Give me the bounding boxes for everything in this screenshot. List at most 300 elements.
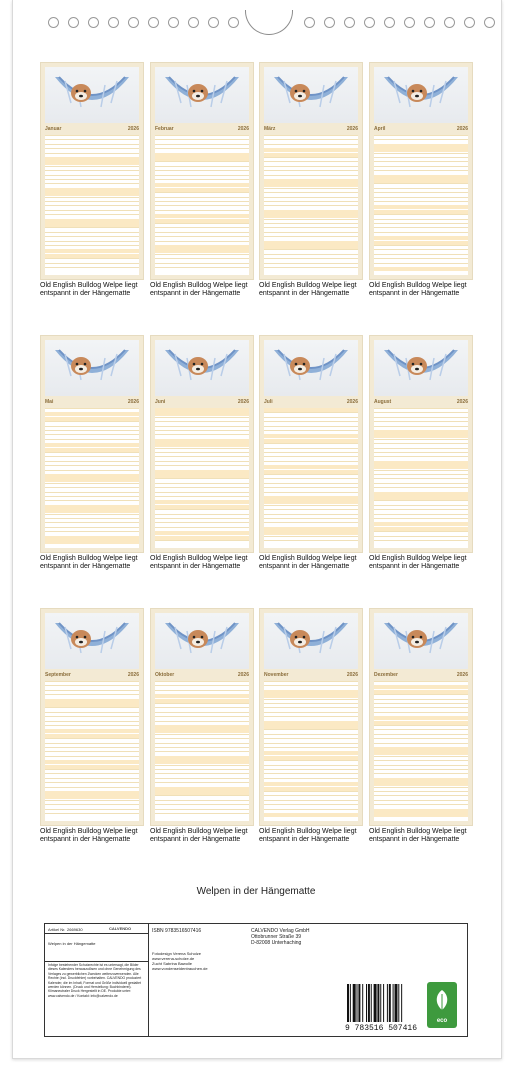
day-rows <box>374 408 468 548</box>
day-row <box>45 153 139 154</box>
barcode-bar <box>368 984 370 1022</box>
barcode-bar <box>393 984 394 1022</box>
day-row <box>155 716 249 717</box>
caption-line-2: entspannt in der Hängematte <box>259 563 350 570</box>
day-row <box>374 245 468 246</box>
day-row <box>374 183 468 184</box>
day-row <box>264 478 358 479</box>
month-card-8 <box>369 335 473 553</box>
day-row <box>264 170 358 171</box>
day-row <box>374 483 468 484</box>
day-row <box>155 492 249 493</box>
barcode-bar <box>358 984 360 1022</box>
day-row <box>155 795 249 796</box>
caption-line-1: Old English Bulldog Welpe liegt <box>259 282 357 289</box>
day-row <box>155 157 249 161</box>
day-row <box>155 813 249 814</box>
credit-breeder: Zucht Sabrina Bawolle <box>152 961 193 966</box>
day-row <box>264 505 358 506</box>
day-row <box>374 500 468 501</box>
day-rows <box>374 681 468 821</box>
day-row <box>45 738 139 739</box>
day-row <box>45 800 139 801</box>
day-row <box>45 716 139 717</box>
caption-line-1: Old English Bulldog Welpe liegt <box>150 828 248 835</box>
day-row <box>264 681 358 682</box>
day-row <box>264 434 358 438</box>
day-row <box>45 474 139 478</box>
day-row <box>264 765 358 766</box>
publisher-street: Ottobrunner Straße 39 <box>251 934 302 940</box>
month-card-9 <box>40 608 144 826</box>
binding-hole <box>228 17 239 28</box>
month-header <box>155 125 249 133</box>
month-header <box>264 125 358 133</box>
day-row <box>374 685 468 689</box>
day-row <box>45 465 139 466</box>
day-row <box>264 456 358 457</box>
day-row <box>45 729 139 733</box>
day-row <box>374 738 468 739</box>
hammock-illustration <box>384 621 458 661</box>
caption-line-2: entspannt in der Hängematte <box>369 290 460 297</box>
month-header <box>374 671 468 679</box>
day-row <box>45 496 139 497</box>
barcode-bar <box>357 984 358 1022</box>
month-name: Dezember <box>374 672 398 678</box>
day-row <box>264 751 358 755</box>
day-row <box>264 685 358 686</box>
hanger-cutout <box>245 10 293 35</box>
day-row <box>374 809 468 813</box>
day-row <box>374 778 468 782</box>
month-name: März <box>264 126 276 132</box>
day-row <box>45 267 139 268</box>
day-row <box>155 478 249 479</box>
photo-caption <box>369 828 487 844</box>
day-row <box>264 699 358 700</box>
day-row <box>374 747 468 751</box>
day-rows <box>45 135 139 275</box>
day-row <box>264 135 358 136</box>
binding-hole <box>384 17 395 28</box>
day-row <box>264 232 358 233</box>
day-row <box>264 254 358 255</box>
day-row <box>155 487 249 488</box>
day-row <box>45 263 139 264</box>
day-row <box>374 157 468 158</box>
day-row <box>374 258 468 259</box>
day-row <box>45 188 139 192</box>
day-row <box>374 426 468 427</box>
day-row <box>264 227 358 228</box>
footer-middle-column <box>149 924 249 1036</box>
day-row <box>374 756 468 757</box>
day-row <box>45 540 139 544</box>
day-row <box>45 258 139 259</box>
day-row <box>45 170 139 171</box>
day-row <box>155 421 249 422</box>
day-row <box>374 795 468 796</box>
month-card-10 <box>150 608 254 826</box>
day-row <box>374 448 468 449</box>
day-row <box>155 448 249 449</box>
day-row <box>374 804 468 805</box>
month-card-2 <box>150 62 254 280</box>
month-year: 2026 <box>127 399 139 405</box>
day-row <box>264 474 358 475</box>
month-card-5 <box>40 335 144 553</box>
day-row <box>374 263 468 264</box>
puppy-hammock-photo <box>264 67 358 123</box>
day-row <box>155 703 249 704</box>
day-rows <box>155 135 249 275</box>
caption-line-2: entspannt in der Hängematte <box>369 836 460 843</box>
month-header <box>264 398 358 406</box>
rights-notice: Infolge bestehender Schutzrechte ist es untersagt, die Bilder dieses Kalenders herauszulösen und ohne Genehmigung des Verlages zu gewerblichen Zwecken weiterzuverwenden. Alle Rechte (incl. Druckfehler) vorbehalten. CALVENDO produziert Kalender, die im Inhalt, Format und Größe individuell gestaltet werden können. (Druck und Herstellung: Buchbinderei). Klimaneutraler Druck Hergestellt in DE. Produkte unter: www.calvendo.de / Kontakt: info@calvendo.de <box>48 963 142 998</box>
day-row <box>264 509 358 510</box>
product-name: Welpen in der Hängematte <box>48 941 96 946</box>
day-row <box>155 725 249 729</box>
puppy-hammock-photo <box>45 613 139 669</box>
day-row <box>45 725 139 726</box>
day-row <box>45 223 139 227</box>
day-row <box>45 148 139 149</box>
day-row <box>374 470 468 471</box>
day-row <box>45 443 139 447</box>
barcode-bar <box>387 984 388 1022</box>
day-row <box>155 712 249 713</box>
day-row <box>264 175 358 176</box>
day-row <box>264 694 358 698</box>
month-year: 2026 <box>127 126 139 132</box>
eco-label: eco <box>436 1018 448 1024</box>
barcode-bar <box>383 984 384 1022</box>
month-header <box>155 671 249 679</box>
day-row <box>155 465 249 466</box>
binding-hole <box>444 17 455 28</box>
day-rows <box>264 135 358 275</box>
day-row <box>264 192 358 193</box>
day-row <box>374 153 468 154</box>
day-row <box>264 223 358 224</box>
day-row <box>374 729 468 730</box>
day-row <box>264 487 358 488</box>
day-row <box>264 813 358 817</box>
day-row <box>374 487 468 488</box>
day-row <box>155 210 249 211</box>
day-row <box>264 518 358 519</box>
day-row <box>374 540 468 541</box>
day-row <box>374 681 468 682</box>
day-row <box>264 443 358 444</box>
day-row <box>374 175 468 179</box>
month-header <box>374 125 468 133</box>
day-row <box>264 166 358 167</box>
day-row <box>45 536 139 540</box>
day-row <box>264 258 358 259</box>
caption-line-1: Old English Bulldog Welpe liegt <box>369 555 467 562</box>
day-row <box>45 227 139 228</box>
day-row <box>155 183 249 187</box>
day-row <box>374 509 468 510</box>
day-row <box>45 505 139 509</box>
day-row <box>155 170 249 171</box>
day-row <box>374 707 468 708</box>
day-row <box>155 245 249 249</box>
day-row <box>264 738 358 739</box>
day-row <box>264 465 358 469</box>
day-row <box>45 492 139 493</box>
day-row <box>374 721 468 725</box>
day-row <box>45 254 139 258</box>
photo-caption <box>369 555 487 571</box>
day-row <box>374 227 468 228</box>
day-row <box>155 254 249 255</box>
barcode-bar <box>377 984 379 1022</box>
day-row <box>264 201 358 202</box>
month-year: 2026 <box>456 126 468 132</box>
day-row <box>264 527 358 531</box>
day-row <box>264 773 358 774</box>
day-row <box>374 210 468 214</box>
day-row <box>155 430 249 431</box>
day-row <box>374 725 468 726</box>
day-row <box>374 452 468 453</box>
day-row <box>45 175 139 176</box>
day-row <box>264 729 358 730</box>
day-row <box>45 179 139 180</box>
day-row <box>45 236 139 237</box>
day-row <box>45 135 139 136</box>
day-row <box>264 241 358 245</box>
month-year: 2026 <box>237 126 249 132</box>
day-row <box>374 179 468 183</box>
binding-hole <box>424 17 435 28</box>
day-row <box>155 166 249 167</box>
day-row <box>155 800 249 801</box>
day-row <box>155 232 249 233</box>
day-row <box>45 791 139 795</box>
day-row <box>155 470 249 474</box>
day-row <box>155 782 249 783</box>
day-row <box>155 412 249 416</box>
day-row <box>155 804 249 805</box>
day-row <box>155 681 249 682</box>
barcode-bar <box>362 984 363 1022</box>
day-row <box>155 787 249 791</box>
day-row <box>45 439 139 440</box>
binding-hole <box>404 17 415 28</box>
hammock-illustration <box>384 75 458 115</box>
puppy-hammock-photo <box>374 340 468 396</box>
binding-hole <box>68 17 79 28</box>
caption-line-2: entspannt in der Hängematte <box>150 563 241 570</box>
day-row <box>155 760 249 764</box>
month-year: 2026 <box>456 399 468 405</box>
day-row <box>155 685 249 686</box>
month-year: 2026 <box>237 672 249 678</box>
day-row <box>374 760 468 761</box>
day-row <box>45 795 139 799</box>
day-row <box>264 522 358 523</box>
day-row <box>374 765 468 766</box>
month-card-12 <box>369 608 473 826</box>
day-row <box>264 448 358 449</box>
day-row <box>45 778 139 779</box>
day-row <box>45 518 139 519</box>
day-row <box>45 734 139 738</box>
day-row <box>155 743 249 744</box>
day-row <box>155 509 249 510</box>
day-row <box>45 408 139 409</box>
day-row <box>374 412 468 413</box>
day-row <box>45 751 139 752</box>
month-name: April <box>374 126 386 132</box>
day-row <box>45 747 139 748</box>
day-row <box>155 531 249 535</box>
calvendo-logo: CALVENDO <box>109 926 132 931</box>
day-row <box>374 456 468 457</box>
day-row <box>374 474 468 475</box>
month-card-3 <box>259 62 363 280</box>
month-header <box>45 671 139 679</box>
day-row <box>155 536 249 540</box>
day-row <box>374 408 468 409</box>
day-row <box>264 540 358 541</box>
day-row <box>155 135 249 136</box>
day-row <box>264 707 358 708</box>
day-row <box>374 465 468 469</box>
binding-hole <box>208 17 219 28</box>
day-row <box>45 522 139 523</box>
footer-info-box <box>44 923 468 1037</box>
day-row <box>264 452 358 453</box>
month-year: 2026 <box>456 672 468 678</box>
day-rows <box>155 681 249 821</box>
photo-caption <box>150 828 268 844</box>
day-row <box>374 439 468 440</box>
day-row <box>374 492 468 496</box>
caption-line-2: entspannt in der Hängematte <box>40 563 131 570</box>
day-row <box>155 505 249 509</box>
month-card-6 <box>150 335 254 553</box>
day-row <box>155 452 249 453</box>
day-row <box>45 183 139 184</box>
day-row <box>374 236 468 240</box>
day-row <box>45 421 139 422</box>
day-row <box>45 166 139 167</box>
barcode <box>337 982 421 1036</box>
day-row <box>374 161 468 162</box>
day-row <box>155 139 249 140</box>
day-row <box>155 522 249 523</box>
day-row <box>155 219 249 223</box>
day-rows <box>155 408 249 548</box>
day-row <box>155 500 249 504</box>
day-row <box>264 690 358 694</box>
month-year: 2026 <box>346 399 358 405</box>
day-row <box>155 690 249 691</box>
day-row <box>155 263 249 264</box>
day-row <box>374 773 468 774</box>
day-row <box>374 241 468 245</box>
day-row <box>264 197 358 198</box>
day-row <box>155 765 249 766</box>
day-row <box>155 496 249 497</box>
day-row <box>155 192 249 193</box>
day-row <box>264 721 358 725</box>
day-row <box>155 540 249 541</box>
day-row <box>374 699 468 700</box>
hammock-illustration <box>55 621 129 661</box>
month-name: November <box>264 672 289 678</box>
binding-hole <box>48 17 59 28</box>
day-row <box>374 716 468 720</box>
photo-caption <box>40 828 158 844</box>
day-row <box>45 461 139 462</box>
day-row <box>374 205 468 209</box>
credit-breeder-url: www.vondenseidentrauchen.de <box>152 966 208 971</box>
month-header <box>155 398 249 406</box>
day-row <box>45 487 139 488</box>
day-row <box>45 452 139 453</box>
hammock-illustration <box>165 621 239 661</box>
day-row <box>264 461 358 462</box>
day-row <box>45 201 139 202</box>
leaf-icon <box>433 988 451 1012</box>
day-row <box>45 685 139 686</box>
day-row <box>45 509 139 513</box>
day-row <box>264 183 358 187</box>
day-row <box>264 514 358 515</box>
day-row <box>264 809 358 810</box>
photo-caption <box>259 828 377 844</box>
artikel-label: Artikel Nr. <box>48 927 66 932</box>
month-header <box>264 671 358 679</box>
day-row <box>155 461 249 462</box>
month-name: Februar <box>155 126 174 132</box>
credit-photographer-url: www.verena-scholze.de <box>152 956 195 961</box>
hammock-illustration <box>274 621 348 661</box>
day-row <box>374 712 468 713</box>
day-row <box>155 188 249 192</box>
day-row <box>374 478 468 479</box>
day-row <box>155 474 249 478</box>
day-row <box>264 148 358 152</box>
day-row <box>264 769 358 770</box>
day-row <box>45 434 139 435</box>
day-row <box>45 809 139 810</box>
caption-line-1: Old English Bulldog Welpe liegt <box>369 828 467 835</box>
day-row <box>374 219 468 220</box>
caption-line-1: Old English Bulldog Welpe liegt <box>259 555 357 562</box>
day-row <box>155 223 249 224</box>
day-row <box>155 443 249 447</box>
day-row <box>374 267 468 271</box>
day-row <box>374 496 468 500</box>
day-row <box>155 809 249 810</box>
day-row <box>155 175 249 176</box>
caption-line-2: entspannt in der Hängematte <box>40 290 131 297</box>
day-row <box>45 787 139 788</box>
day-row <box>264 408 358 412</box>
day-row <box>155 721 249 722</box>
caption-line-2: entspannt in der Hängematte <box>150 290 241 297</box>
caption-line-2: entspannt in der Hängematte <box>259 836 350 843</box>
caption-line-1: Old English Bulldog Welpe liegt <box>40 828 138 835</box>
puppy-hammock-photo <box>264 340 358 396</box>
